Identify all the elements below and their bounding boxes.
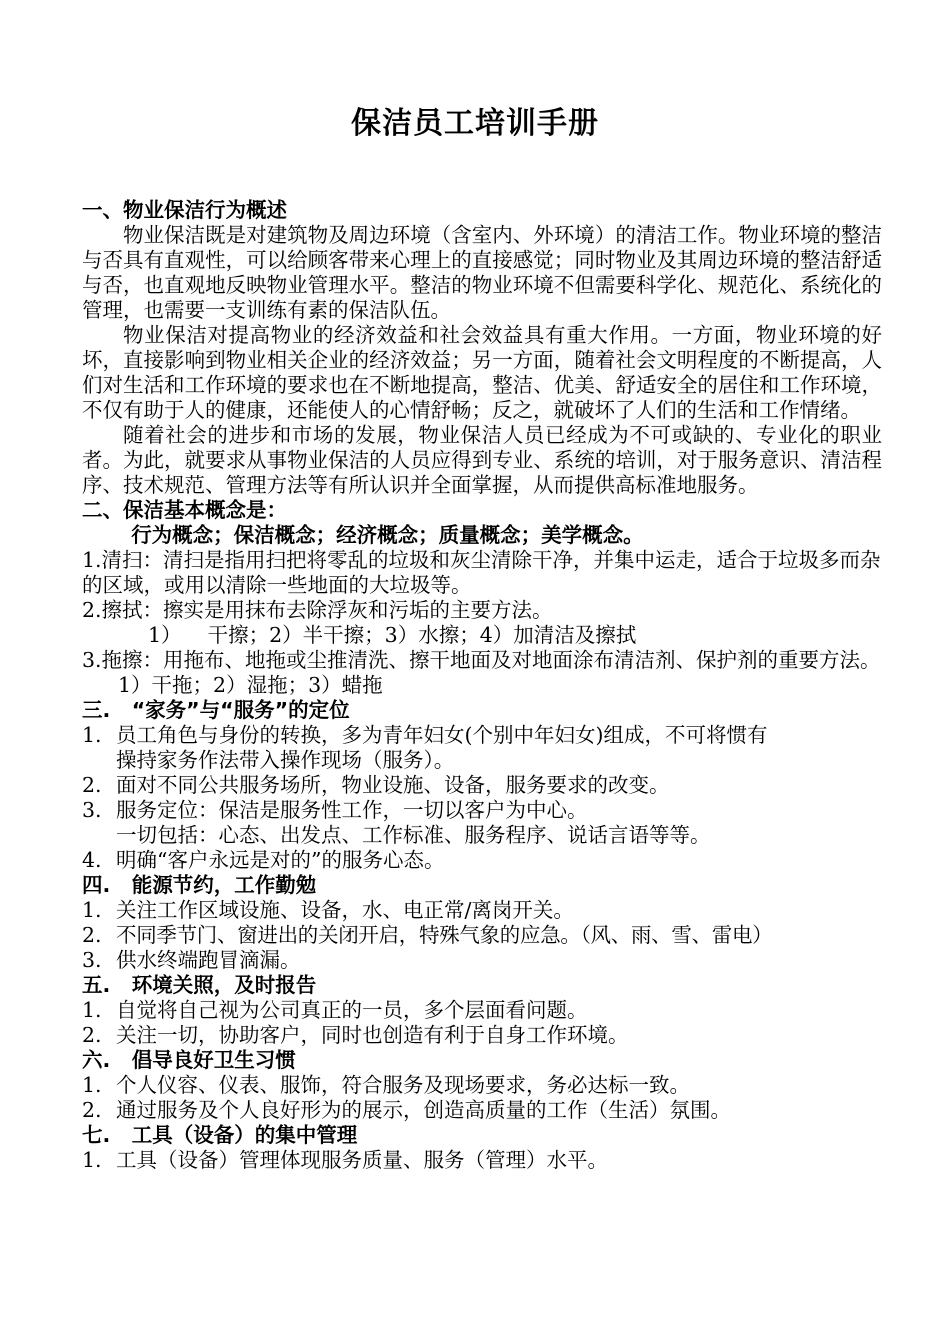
list-text: 关注工作区域设施、设备，水、电正常/离岗开关。 <box>116 898 574 922</box>
list-number: 2. <box>82 1023 102 1047</box>
list-number: 4. <box>82 848 102 872</box>
list-item <box>82 773 882 798</box>
list-text: 工具（设备）管理体现服务质量、服务（管理）水平。 <box>116 1148 608 1172</box>
list-number: 3. <box>82 948 102 972</box>
section-heading-7: 七. 工具（设备）的集中管理 <box>82 1123 358 1147</box>
list-item <box>82 798 882 823</box>
list-text: 员工角色与身份的转换，多为青年妇女(个别中年妇女)组成，不可将惯有 <box>116 723 768 747</box>
paragraph: 随着社会的进步和市场的发展，物业保洁人员已经成为不可或缺的、专业化的职业者。为此，就要求从事物业保洁的人员应得到专业、系统的培训，对于服务意识、清洁程序、技术规范、管理方法等有所认识并全面掌握，从而提供高标准地服务。 <box>82 423 882 497</box>
list-number: 2. <box>82 1098 102 1122</box>
section-heading-4: 四. 能源节约，工作勤勉 <box>82 873 317 897</box>
list-text: 通过服务及个人良好形为的展示，创造高质量的工作（生活）氛围。 <box>116 1098 731 1122</box>
document-body <box>82 198 882 1173</box>
list-text: 明确“客户永远是对的”的服务心态。 <box>116 848 445 872</box>
list-number: 1. <box>82 723 102 747</box>
list-item <box>82 848 882 873</box>
list-text: 不同季节门、窗进出的关闭开启，特殊气象的应急。（风、雨、雪、雷电） <box>116 923 773 947</box>
list-number <box>82 823 116 848</box>
list-item <box>82 823 882 848</box>
section-heading-2: 二、保洁基本概念是： <box>82 498 287 522</box>
list-item <box>82 898 882 923</box>
definition-subitems: 1） 干擦；2）半干擦；3）水擦；4）加清洁及擦拭 <box>148 623 637 647</box>
list-item <box>82 948 882 973</box>
paragraph: 物业保洁对提高物业的经济效益和社会效益具有重大作用。一方面，物业环境的好坏，直接影响到物业相关企业的经济效益；另一方面，随着社会文明程度的不断提高，人们对生活和工作环境的要求也在不断地提高，整洁、优美、舒适安全的居住和工作环境，不仅有助于人的健康，还能使人的心情舒畅；反之，就破坏了人们的生活和工作情绪。 <box>82 323 882 422</box>
list-text: 个人仪容、仪表、服饰，符合服务及现场要求，务必达标一致。 <box>116 1073 690 1097</box>
list-item <box>82 923 882 948</box>
list-number: 1. <box>82 1073 102 1097</box>
definition-item: 1.清扫：清扫是指用扫把将零乱的垃圾和灰尘清除干净，并集中运走，适合于垃圾多而杂的区域，或用以清除一些地面的大垃圾等。 <box>82 548 881 597</box>
list-item <box>82 1023 882 1048</box>
section-heading-3: 三. “家务”与“服务”的定位 <box>82 698 350 722</box>
concept-list: 行为概念；保洁概念；经济概念；质量概念；美学概念。 <box>131 523 644 547</box>
section-heading-6: 六. 倡导良好卫生习惯 <box>82 1048 296 1072</box>
list-number: 1. <box>82 998 102 1022</box>
list-number: 3. <box>82 798 102 822</box>
document-title: 保洁员工培训手册 <box>351 106 599 141</box>
list-item <box>82 1148 882 1173</box>
section-heading-1: 一、物业保洁行为概述 <box>82 198 287 222</box>
list-item <box>82 1073 882 1098</box>
list-text: 面对不同公共服务场所，物业设施、设备，服务要求的改变。 <box>116 773 670 797</box>
section-heading-5: 五. 环境关照，及时报告 <box>82 973 317 997</box>
list-number: 2. <box>82 773 102 797</box>
list-item <box>82 748 882 773</box>
list-number: 1. <box>82 1148 102 1172</box>
list-number: 2. <box>82 923 102 947</box>
list-text: 关注一切，协助客户，同时也创造有利于自身工作环境。 <box>116 1023 629 1047</box>
definition-item: 3.拖擦：用拖布、地拖或尘推清洗、擦干地面及对地面涂布清洁剂、保护剂的重要方法。 <box>82 648 881 672</box>
list-text: 供水终端跑冒滴漏。 <box>116 948 301 972</box>
list-number <box>82 748 116 773</box>
list-text: 操持家务作法带入操作现场（服务）。 <box>116 748 455 772</box>
definition-subitems: 1）干拖；2）湿拖；3）蜡拖 <box>118 673 383 697</box>
list-text: 一切包括：心态、出发点、工作标准、服务程序、说话言语等等。 <box>116 823 711 847</box>
list-item <box>82 723 882 748</box>
definition-item: 2.擦拭：擦实是用抹布去除浮灰和污垢的主要方法。 <box>82 598 553 622</box>
list-text: 服务定位：保洁是服务性工作，一切以客户为中心。 <box>116 798 588 822</box>
paragraph: 物业保洁既是对建筑物及周边环境（含室内、外环境）的清洁工作。物业环境的整洁与否具有直观性，可以给顾客带来心理上的直接感觉；同时物业及其周边环境的整洁舒适与否，也直观地反映物业管理水平。整洁的物业环境不但需要科学化、规范化、系统化的管理，也需要一支训练有素的保洁队伍。 <box>82 223 882 322</box>
list-number: 1. <box>82 898 102 922</box>
list-item <box>82 1098 882 1123</box>
list-text: 自觉将自己视为公司真正的一员，多个层面看问题。 <box>116 998 588 1022</box>
list-item <box>82 998 882 1023</box>
